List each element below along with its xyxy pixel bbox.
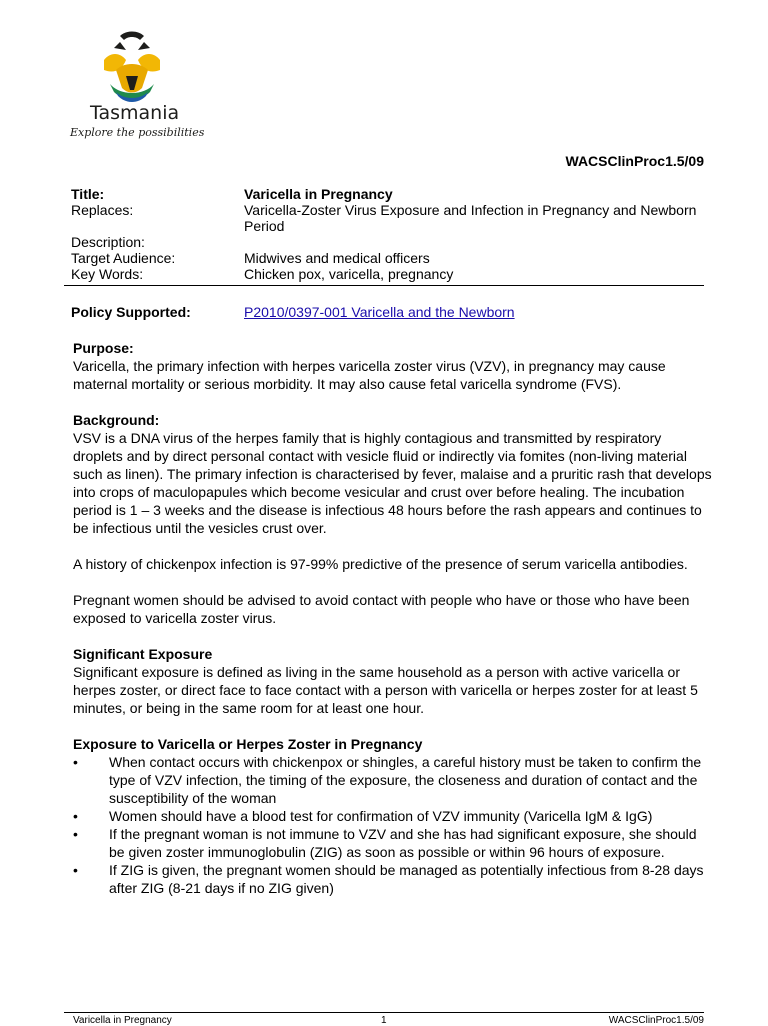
footer-left: Varicella in Pregnancy: [73, 1015, 172, 1026]
tasmania-logo: [68, 30, 205, 140]
replaces-row: [71, 202, 703, 234]
policy-link[interactable]: P2010/0397-001 Varicella and the Newborn: [244, 304, 515, 320]
logo-tagline: Explore the possibilities: [70, 126, 205, 139]
header-divider: [64, 285, 704, 286]
metadata-table: [71, 186, 703, 282]
list-item: [73, 861, 713, 897]
policy-supported: [71, 304, 515, 320]
page-number: 1: [381, 1015, 387, 1026]
bullet-icon: •: [73, 754, 78, 770]
bullet-icon: •: [73, 862, 78, 878]
list-item-text: If the pregnant woman is not immune to VZV and she has had significant exposure, she should be given zoster immunoglobulin (ZIG) as soon as possible or within 96 hours of exposure.: [109, 826, 697, 860]
significant-exposure-text: Significant exposure is defined as living in the same household as a person with active varicella or herpes zoster, or direct face to face contact with a person with varicella or herpes zoster for at least 5 minutes, or being in the same room for at least one hour.: [73, 664, 698, 716]
purpose-text: Varicella, the primary infection with herpes varicella zoster virus (VZV), in pregnancy may cause maternal mortality or serious morbidity. It may also cause fetal varicella syndrome (FVS).: [73, 358, 666, 392]
list-item-text: When contact occurs with chickenpox or shingles, a careful history must be taken to confirm the type of VZV infection, the timing of the exposure, the closeness and duration of contact and the susceptibility of the woman: [109, 754, 702, 806]
audience-row: [71, 250, 703, 266]
title-label: Title:: [71, 186, 105, 202]
replaces-value: Varicella-Zoster Virus Exposure and Infection in Pregnancy and Newborn Period: [244, 202, 697, 234]
description-row: [71, 234, 703, 250]
title-row: [71, 186, 703, 202]
footer-divider: [64, 1012, 704, 1013]
list-item: [73, 807, 713, 825]
list-item: [73, 825, 713, 861]
background-paragraph-3: Pregnant women should be advised to avoid contact with people who have or those who have been exposed to varicella zoster virus.: [73, 592, 690, 626]
document-body: [73, 339, 713, 897]
logo-wordmark: Tasmania: [90, 102, 180, 124]
audience-value: Midwives and medical officers: [244, 250, 430, 266]
exposure-list: [73, 753, 713, 897]
purpose-heading: Purpose:: [73, 340, 134, 356]
list-item: [73, 753, 713, 807]
bullet-icon: •: [73, 826, 78, 842]
footer-right: WACSClinProc1.5/09: [608, 1015, 704, 1026]
background-paragraph-1: VSV is a DNA virus of the herpes family that is highly contagious and transmitted by respiratory droplets and by direct personal contact with vesicle fluid or indirectly via fomites (non-living material such as linen). The primary infection is characterised by fever, malaise and a pruritic rash that develops into crops of maculopapules which become vesicular and crust over before healing. The incubation period is 1 – 3 weeks and the disease is infectious 48 hours before the rash appears and continues to be infectious until the vesicles crust over.: [73, 430, 712, 536]
keywords-value: Chicken pox, varicella, pregnancy: [244, 266, 454, 282]
tasmania-emblem-icon: [96, 30, 168, 104]
keywords-label: Key Words:: [71, 266, 144, 282]
title-value: Varicella in Pregnancy: [244, 186, 393, 202]
document-id: WACSClinProc1.5/09: [565, 153, 704, 169]
significant-exposure-heading: Significant Exposure: [73, 646, 213, 662]
bullet-icon: •: [73, 808, 78, 824]
background-heading: Background:: [73, 412, 160, 428]
background-paragraph-2: A history of chickenpox infection is 97-99% predictive of the presence of serum varicella antibodies.: [73, 556, 688, 572]
audience-label: Target Audience:: [71, 250, 176, 266]
description-value: [244, 234, 703, 250]
policy-label: Policy Supported:: [71, 304, 191, 320]
description-label: Description:: [71, 234, 145, 250]
exposure-heading: Exposure to Varicella or Herpes Zoster in Pregnancy: [73, 736, 423, 752]
replaces-label: Replaces:: [71, 202, 134, 218]
list-item-text: If ZIG is given, the pregnant women should be managed as potentially infectious from 8-28 days after ZIG (8-21 days if no ZIG given): [109, 862, 704, 896]
list-item-text: Women should have a blood test for confirmation of VZV immunity (Varicella IgM & IgG): [109, 808, 653, 824]
keywords-row: [71, 266, 703, 282]
